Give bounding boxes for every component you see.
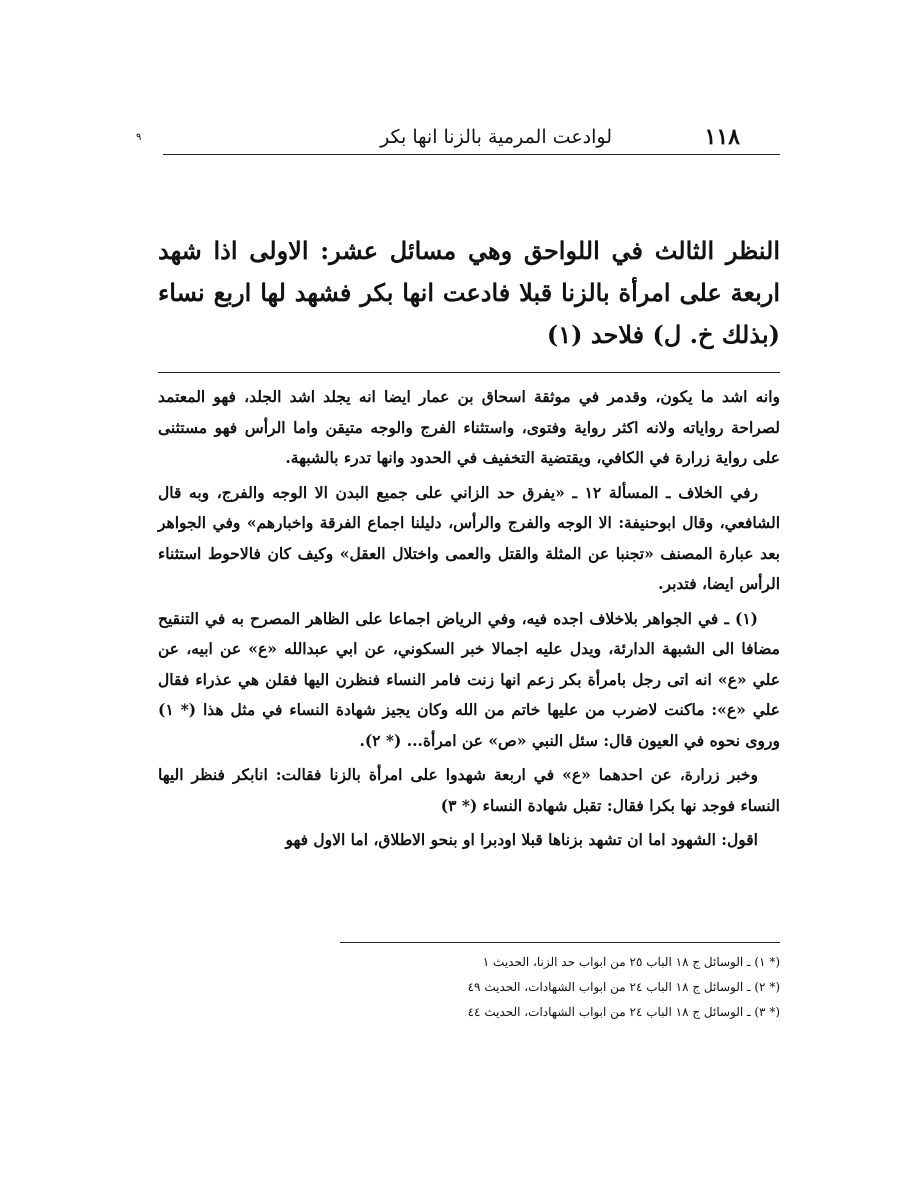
footnote: (* ٣) ـ الوسائل ج ١٨ الباب ٢٤ من ابواب الشهادات، الحديث ٤٤ <box>467 1005 780 1019</box>
footnote: (* ١) ـ الوسائل ج ١٨ الباب ٢٥ من ابواب حد الزنا، الحديث ١ <box>482 955 780 969</box>
commentary-paragraph: اقول: الشهود اما ان تشهد بزناها قبلا اودبرا او بنحو الاطلاق، اما الاول فهو <box>285 830 758 849</box>
running-title: لوادعت المرمية بالزنا انها بكر <box>380 126 612 148</box>
commentary-paragraph: رفي الخلاف ـ المسألة ١٢ ـ «يفرق حد الزاني على جميع البدن الا الوجه والفرج، وبه قال الشافعي، وقال ابوحنيفة: الا الوجه والفرج والرأس، دليلنا اجماع الفرقة واخبارهم» وفي الجواهر بعد عبارة المصنف «تجنبا عن المثلة والقتل والعمى واختلال العقل» وكيف كان فالاحوط استثناء الرأس ايضا، فتدبر. <box>158 482 780 593</box>
header-divider <box>163 154 780 155</box>
commentary-paragraph: وخبر زرارة، عن احدهما «ع» في اربعة شهدوا على امرأة بالزنا فقالت: انابكر فنظر اليها النساء فوجد نها بكرا فقال: تقبل شهادة النساء (* ٣) <box>158 765 780 815</box>
footnotes <box>340 950 780 1025</box>
commentary <box>158 382 780 860</box>
footnote-divider <box>340 942 780 943</box>
main-text-divider <box>158 372 780 373</box>
commentary-paragraph: (١) ـ في الجواهر بلاخلاف اجده فيه، وفي الرياض اجماعا على الظاهر المصرح به في التنقيح مضافا الى الشبهة الدارئة، ويدل عليه اجمالا خبر السكوني، عن ابي عبدالله «ع» عن ابيه، عن علي «ع» انه اتى رجل بامرأة بكر زعم انها زنت فامر النساء فنظرن اليها فقلن هي عذراء فقال علي «ع»: ماكنت لاضرب من عليها خاتم من الله وكان يجيز شهادة النساء في مثل هذا (* ١) وروى نحوه في العيون قال: سئل النبي «ص» عن امرأة... (* ٢). <box>158 608 780 750</box>
page-number: ١١٨ <box>704 124 740 150</box>
main-text: النظر الثالث في اللواحق وهي مسائل عشر: الاولى اذا شهد اربعة على امرأة بالزنا قبلا فادعت انها بكر فشهد لها اربع نساء (بذلك خ. ل) فلاحد (١) <box>158 236 780 349</box>
header-mark: ٩ <box>136 132 142 143</box>
footnote: (* ٢) ـ الوسائل ج ١٨ الباب ٢٤ من ابواب الشهادات، الحديث ٤٩ <box>467 980 780 994</box>
commentary-paragraph: وانه اشد ما يكون، وقدمر في موثقة اسحاق بن عمار ايضا انه يجلد اشد الجلد، فهو المعتمد لصراحة رواياته ولانه اكثر رواية وفتوى، واستثناء الفرج والوجه متيقن واما الرأس فهو مستثنى على رواية زرارة في الكافي، ويقتضية التخفيف في الحدود وانها تدرء بالشبهة. <box>158 387 780 467</box>
page-header <box>136 124 740 156</box>
